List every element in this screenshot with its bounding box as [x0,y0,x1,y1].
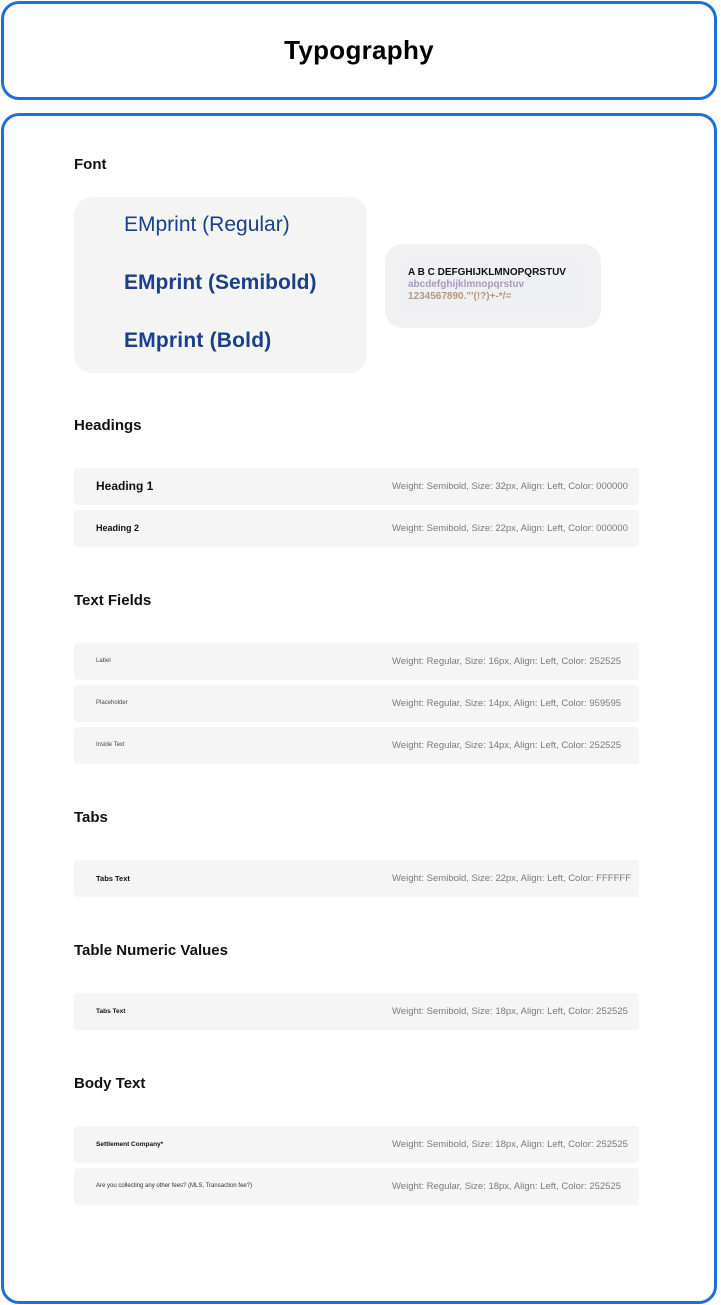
section-heading-tabs: Tabs [74,809,108,826]
spec-row-table-numeric [74,993,639,1030]
spec-row-placeholder [74,685,639,722]
row-label: Label [96,658,111,664]
glyph-lowercase: abcdefghijklmnopqrstuv [408,279,525,290]
title-panel [1,1,717,100]
spec-row-heading-1 [74,468,639,505]
row-label: Inside Text [96,742,125,748]
font-sample-bold: EMprint (Bold) [124,329,272,352]
spec-row-tabs-text [74,860,639,897]
spec-row-collecting-fees [74,1168,639,1205]
section-heading-text-fields: Text Fields [74,592,152,609]
spec-row-settlement-company [74,1126,639,1163]
spec-row-inside-text [74,727,639,764]
glyph-preview [405,260,579,312]
row-spec: Weight: Semibold, Size: 32px, Align: Left, Color: 000000 [392,481,628,492]
row-label: Tabs Text [96,874,130,883]
font-sample-regular: EMprint (Regular) [124,213,290,236]
section-heading-body-text: Body Text [74,1075,146,1092]
font-samples-card [74,197,367,373]
row-spec: Weight: Regular, Size: 14px, Align: Left, Color: 252525 [392,740,622,751]
glyph-digits: 1234567890."'(!?)+-*/= [408,291,512,302]
row-spec: Weight: Semibold, Size: 22px, Align: Left, Color: 000000 [392,523,628,534]
row-spec: Weight: Semibold, Size: 22px, Align: Left, Color: FFFFFF [392,873,631,884]
row-label: Heading 1 [96,479,154,493]
row-spec: Weight: Regular, Size: 16px, Align: Left, Color: 252525 [392,656,622,667]
section-heading-headings: Headings [74,417,142,434]
typography-panel [1,113,717,1304]
section-heading-table-numeric: Table Numeric Values [74,942,228,959]
row-label: Tabs Text [96,1008,126,1015]
row-spec: Weight: Semibold, Size: 18px, Align: Left, Color: 252525 [392,1006,628,1017]
row-spec: Weight: Regular, Size: 18px, Align: Left, Color: 252525 [392,1181,622,1192]
spec-row-heading-2 [74,510,639,547]
page-title: Typography [284,35,434,65]
row-label: Heading 2 [96,523,140,533]
row-spec: Weight: Regular, Size: 14px, Align: Left, Color: 959595 [392,698,622,709]
glyph-preview-card [385,244,601,328]
section-heading-font: Font [74,156,107,173]
spec-row-label [74,643,639,680]
row-label: Placeholder [96,700,128,706]
row-spec: Weight: Semibold, Size: 18px, Align: Left, Color: 252525 [392,1139,628,1150]
font-sample-semibold: EMprint (Semibold) [124,271,317,294]
row-label: Are you collecting any other fees? (MLS, Transaction fee?) [96,1183,253,1189]
row-label: Settlement Company* [96,1141,164,1148]
glyph-uppercase: A B C DEFGHIJKLMNOPQRSTUV [408,267,566,278]
